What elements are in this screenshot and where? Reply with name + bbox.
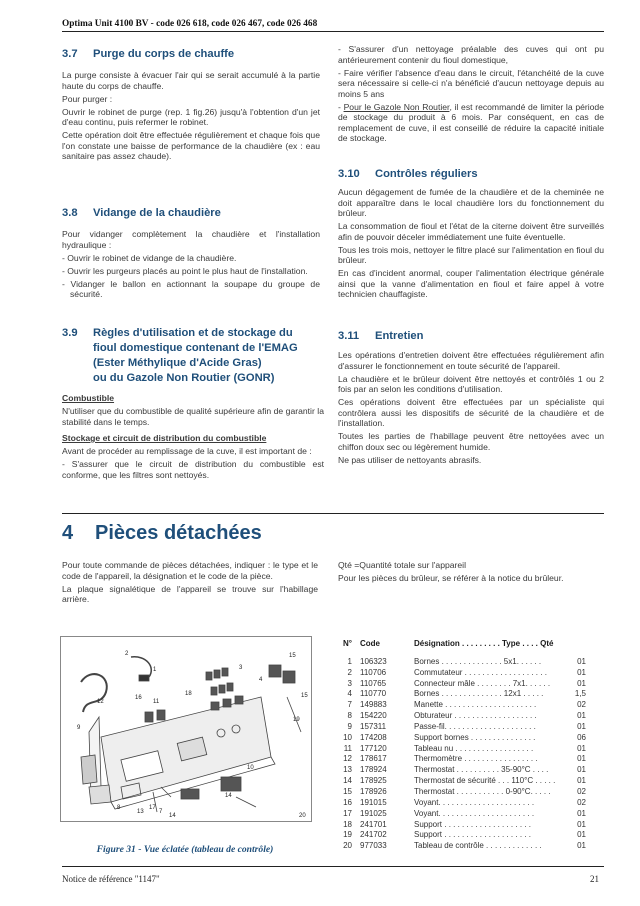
callout-label: 2 bbox=[125, 651, 129, 657]
callout-label: 9 bbox=[77, 725, 81, 731]
part-designation: Manette . . . . . . . . . . . . . . . . . . . . . bbox=[414, 700, 537, 710]
part-code: 241701 bbox=[360, 819, 387, 829]
header-number: N° bbox=[343, 639, 352, 648]
paragraph: En cas d'incident anormal, couper l'alimentation électrique générale ainsi que la vanne d'alimentation en fioul et faire appel à votre technicien chauffagiste. bbox=[338, 268, 604, 300]
paragraph: Avant de procéder au remplissage de la cuve, il est important de : bbox=[62, 446, 312, 457]
header-code: Code bbox=[360, 639, 380, 648]
part-designation: Commutateur . . . . . . . . . . . . . . . . . . . bbox=[414, 667, 547, 677]
section-title-line: fioul domestique contenant de l'EMAG bbox=[93, 342, 298, 354]
list-item: - Ouvrir le robinet de vidange de la chaudière. bbox=[62, 252, 237, 263]
callout-label: 17 bbox=[149, 805, 156, 811]
part-quantity: 01 bbox=[577, 808, 586, 818]
part-code: 178924 bbox=[360, 765, 387, 775]
figure-caption: Figure 31 - Vue éclatée (tableau de contrôle) bbox=[96, 844, 274, 855]
part-number: 17 bbox=[343, 808, 352, 818]
callout-label: 11 bbox=[153, 699, 160, 705]
part-designation: Tableau de contrôle . . . . . . . . . . . . . bbox=[414, 841, 542, 851]
part-designation: Support . . . . . . . . . . . . . . . . . . . . bbox=[414, 819, 531, 829]
part-number: 19 bbox=[343, 830, 352, 840]
paragraph: Toutes les parties de l'habillage peuvent être nettoyées avec un chiffon doux sec ou légèrement humide. bbox=[338, 431, 604, 452]
paragraph: Cette opération doit être effectuée régulièrement et chaque fois que l'on constate une baisse de performance de la chaudière (ex : eau sanitaire pas assez chaude). bbox=[62, 130, 320, 162]
callout-label: 13 bbox=[137, 809, 144, 815]
paragraph: - Pour le Gazole Non Routier, il est recommandé de limiter la période de stockage du produit à 6 mois. Par conséquent, en cas de remplacement de cuve, il est conseillé de réduire la capacité initiale de stockage. bbox=[338, 101, 604, 144]
callout-label: 10 bbox=[247, 765, 254, 771]
section-3-7-body bbox=[62, 70, 320, 164]
section-number: 3.9 bbox=[62, 327, 78, 339]
paragraph: Pour les pièces du brûleur, se référer à la notice du brûleur. bbox=[338, 573, 564, 584]
section-number: 3.10 bbox=[338, 168, 360, 180]
part-code: 178617 bbox=[360, 754, 387, 764]
part-code: 157311 bbox=[360, 721, 387, 731]
part-quantity: 01 bbox=[577, 841, 586, 851]
part-number: 14 bbox=[343, 776, 352, 786]
underlined-phrase: Pour le Gazole Non Routier bbox=[343, 101, 450, 112]
section-title: Pièces détachées bbox=[95, 522, 262, 544]
part-quantity: 01 bbox=[577, 721, 586, 731]
section-number: 3.8 bbox=[62, 207, 78, 219]
section-number: 3.7 bbox=[62, 48, 78, 60]
part-designation: Thermomètre . . . . . . . . . . . . . . . . . bbox=[414, 754, 538, 764]
section-title: Entretien bbox=[375, 330, 424, 342]
part-quantity: 1,5 bbox=[574, 689, 586, 699]
paragraph: Ne pas utiliser de nettoyants abrasifs. bbox=[338, 454, 482, 465]
section-divider bbox=[62, 513, 604, 514]
part-code: 241702 bbox=[360, 830, 387, 840]
section-3-8-body bbox=[62, 229, 320, 302]
part-number: 7 bbox=[347, 700, 352, 710]
page-number: 21 bbox=[590, 874, 599, 884]
part-number: 10 bbox=[343, 732, 352, 742]
paragraph: Les opérations d'entretien doivent être effectuées régulièrement afin d'assurer le fonctionnement en toute sécurité de l'appareil. bbox=[338, 350, 604, 371]
part-code: 977033 bbox=[360, 841, 387, 851]
part-quantity: 01 bbox=[577, 819, 586, 829]
part-designation: Bornes . . . . . . . . . . . . . . 5x1. . . . . . bbox=[414, 656, 542, 666]
footer-reference: Notice de référence "1147" bbox=[62, 874, 160, 884]
part-quantity: 01 bbox=[577, 776, 586, 786]
part-number: 4 bbox=[347, 689, 352, 699]
part-code: 191015 bbox=[360, 797, 387, 807]
part-quantity: 06 bbox=[577, 732, 586, 742]
exploded-view-figure bbox=[60, 636, 312, 822]
callout-label: 1 bbox=[153, 667, 157, 673]
part-designation: Thermostat . . . . . . . . . . 35-90°C . . . . bbox=[414, 765, 549, 775]
section-title-line: (Ester Méthylique d'Acide Gras) bbox=[93, 357, 262, 369]
part-quantity: 02 bbox=[577, 700, 586, 710]
paragraph: Pour vidanger complètement la chaudière et l'installation hydraulique : bbox=[62, 229, 320, 250]
paragraph: Ouvrir le robinet de purge (rep. 1 fig.26) jusqu'à l'obtention d'un jet d'eau continu, puis refermer le robinet. bbox=[62, 106, 320, 128]
header-rule bbox=[62, 31, 604, 32]
figure-number: 20 bbox=[299, 813, 306, 819]
section-title-line: ou du Gazole Non Routier (GONR) bbox=[93, 372, 275, 384]
paragraph: Pour toute commande de pièces détachées, indiquer : le type et le code de l'appareil, la désignation et le code de la pièce. bbox=[62, 560, 318, 581]
part-designation: Thermostat de sécurité . . . 110°C . . . . . bbox=[414, 776, 556, 786]
section-title: Purge du corps de chauffe bbox=[93, 48, 235, 60]
right-column-intro bbox=[338, 44, 604, 146]
subheading: Stockage et circuit de distribution du combustible bbox=[62, 433, 267, 444]
part-number: 8 bbox=[347, 711, 352, 721]
footer-rule bbox=[62, 866, 604, 867]
part-designation: Voyant. . . . . . . . . . . . . . . . . . . . . . bbox=[414, 808, 535, 818]
part-designation: Support . . . . . . . . . . . . . . . . . . . . bbox=[414, 830, 531, 840]
section-4-heading bbox=[62, 522, 262, 545]
section-4-right-text bbox=[338, 560, 604, 586]
part-code: 154220 bbox=[360, 711, 387, 721]
callout-label: 4 bbox=[259, 677, 263, 683]
part-quantity: 01 bbox=[577, 711, 586, 721]
part-number: 11 bbox=[343, 743, 352, 753]
paragraph: - S'assurer d'un nettoyage préalable des cuves qui ont pu antérieurement contenir du fioul domestique, bbox=[338, 44, 604, 65]
section-3-9-body bbox=[62, 393, 324, 483]
part-number: 16 bbox=[343, 797, 352, 807]
part-quantity: 02 bbox=[577, 786, 586, 796]
paragraph: Pour purger : bbox=[62, 93, 113, 104]
paragraph: Qté =Quantité totale sur l'appareil bbox=[338, 560, 466, 570]
callout-label: 18 bbox=[185, 691, 192, 697]
part-number: 20 bbox=[343, 841, 352, 851]
callout-label: 7 bbox=[159, 809, 163, 815]
document-header: Optima Unit 4100 BV - code 026 618, code 026 467, code 026 468 bbox=[62, 19, 318, 29]
part-number: 18 bbox=[343, 819, 352, 829]
part-code: 106323 bbox=[360, 656, 387, 666]
callout-label: 8 bbox=[117, 805, 121, 811]
part-designation: Bornes . . . . . . . . . . . . . . 12x1 . . . . . bbox=[414, 689, 544, 699]
list-item: - Ouvrir les purgeurs placés au point le plus haut de l'installation. bbox=[62, 265, 308, 276]
part-quantity: 01 bbox=[577, 656, 586, 666]
paragraph: N'utiliser que du combustible de qualité supérieure afin de garantir la stabilité dans le temps. bbox=[62, 406, 324, 427]
part-designation: Thermostat . . . . . . . . . . . 0-90°C. . . . . bbox=[414, 786, 551, 796]
paragraph: La purge consiste à évacuer l'air qui se serait accumulé à la partie haute du corps de chauffe. bbox=[62, 70, 320, 91]
exploded-view-drawing bbox=[61, 637, 311, 821]
part-quantity: 01 bbox=[577, 830, 586, 840]
callout-label: 15 bbox=[301, 693, 308, 699]
paragraph: La plaque signalétique de l'appareil se trouve sur l'habillage arrière. bbox=[62, 583, 318, 605]
part-designation: Obturateur . . . . . . . . . . . . . . . . . . . bbox=[414, 711, 537, 721]
part-designation: Support bornes . . . . . . . . . . . . . . . bbox=[414, 732, 536, 742]
part-quantity: 01 bbox=[577, 678, 586, 688]
part-number: 3 bbox=[347, 678, 352, 688]
part-code: 110706 bbox=[360, 667, 387, 677]
part-number: 9 bbox=[347, 721, 352, 731]
section-number: 3.11 bbox=[338, 330, 360, 342]
section-3-11-body bbox=[338, 350, 604, 468]
part-quantity: 01 bbox=[577, 743, 586, 753]
part-quantity: 01 bbox=[577, 667, 586, 677]
part-code: 191025 bbox=[360, 808, 387, 818]
section-title-line: Règles d'utilisation et de stockage du bbox=[93, 327, 293, 339]
part-number: 1 bbox=[347, 656, 352, 666]
callout-label: 16 bbox=[135, 695, 142, 701]
paragraph: Aucun dégagement de fumée de la chaudière et de la cheminée ne doit apparaître dans le local chaudière lors du fonctionnement du brûleur. bbox=[338, 187, 604, 218]
part-code: 174208 bbox=[360, 732, 387, 742]
part-quantity: 01 bbox=[577, 754, 586, 764]
section-number: 4 bbox=[62, 522, 74, 544]
paragraph: Ces opérations doivent être effectuées par un spécialiste qui contrôlera aussi les dispositifs de sécurité de la chaudière et de l'installation. bbox=[338, 397, 604, 429]
paragraph: - Faire vérifier l'absence d'eau dans le circuit, l'étanchéité de la cuve sera nécessaire si celle-ci n'a bénéficié d'aucun nettoyage depuis au moins 5 ans bbox=[338, 67, 604, 99]
part-designation: Voyant. . . . . . . . . . . . . . . . . . . . . . bbox=[414, 797, 535, 807]
part-number: 13 bbox=[343, 765, 352, 775]
callout-label: 15 bbox=[289, 653, 296, 659]
paragraph: La chaudière et le brûleur doivent être nettoyés et contrôlés 1 ou 2 fois par an selon les conditions d'utilisation. bbox=[338, 373, 604, 395]
callout-label: 19 bbox=[293, 717, 300, 723]
part-code: 149883 bbox=[360, 700, 387, 710]
part-quantity: 01 bbox=[577, 765, 586, 775]
section-3-10-body bbox=[338, 187, 604, 302]
paragraph: La consommation de fioul et l'état de la citerne doivent être surveillés afin de pouvoir déceler immédiatement une fuite éventuelle. bbox=[338, 221, 604, 242]
part-designation: Passe-fil. . . . . . . . . . . . . . . . . . . . . bbox=[414, 721, 536, 731]
part-code: 177120 bbox=[360, 743, 387, 753]
part-designation: Tableau nu . . . . . . . . . . . . . . . . . . bbox=[414, 743, 534, 753]
list-item: - Vidanger le ballon en actionnant la soupape du groupe de sécurité. bbox=[62, 278, 320, 300]
subheading: Combustible bbox=[62, 393, 115, 403]
section-4-left-text bbox=[62, 560, 318, 607]
section-title: Vidange de la chaudière bbox=[93, 207, 221, 219]
part-code: 110765 bbox=[360, 678, 387, 688]
part-designation: Connecteur mâle . . . . . . . . 7x1. . . . . . bbox=[414, 678, 551, 688]
header-designation: Désignation . . . . . . . . . Type . . . . Qté bbox=[414, 639, 554, 648]
part-number: 12 bbox=[343, 754, 352, 764]
callout-label: 3 bbox=[239, 665, 243, 671]
part-code: 110770 bbox=[360, 689, 387, 699]
callout-label: 14 bbox=[169, 813, 176, 819]
paragraph: - S'assurer que le circuit de distribution du combustible est conforme, que les filtres sont nettoyés. bbox=[62, 459, 324, 480]
callout-label: 12 bbox=[97, 699, 104, 705]
paragraph: Tous les trois mois, nettoyer le filtre placé sur l'alimentation en fioul du brûleur. bbox=[338, 244, 604, 266]
part-quantity: 02 bbox=[577, 797, 586, 807]
part-code: 178926 bbox=[360, 786, 387, 796]
callout-label: 14 bbox=[225, 793, 232, 799]
section-title: Contrôles réguliers bbox=[375, 168, 478, 180]
part-number: 2 bbox=[347, 667, 352, 677]
part-code: 178925 bbox=[360, 776, 387, 786]
part-number: 15 bbox=[343, 786, 352, 796]
